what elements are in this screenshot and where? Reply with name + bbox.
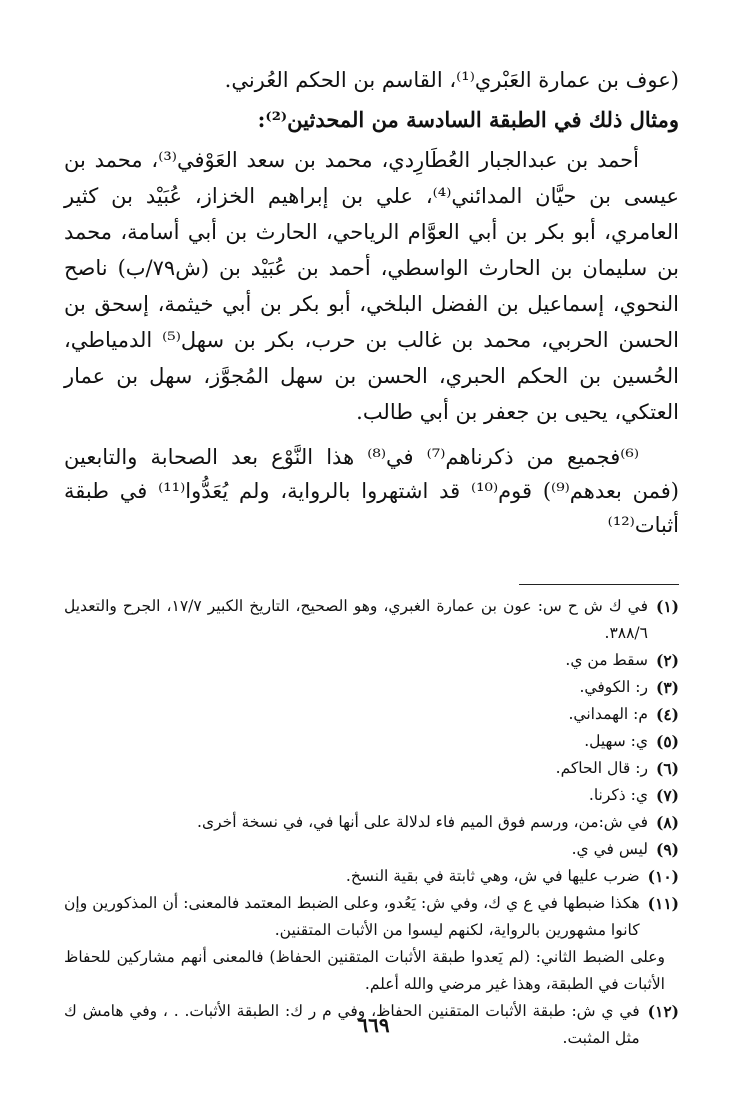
footnote-number: (٨) — [655, 813, 679, 832]
footnote-text: ر: الكوفي. — [579, 678, 648, 696]
footnote-text: في ي ش: طبقة الأثبات المتقنين الحفاظ، وفي م ر ك: الطبقة الأثبات. . ، وفي هامش ك مثل المثبت. — [64, 1002, 640, 1047]
footnote-text: ي: سهيل. — [584, 732, 648, 750]
footnote-text: م: الهمداني. — [568, 705, 648, 723]
summary-paragraph: ⁽⁶⁾فجميع من ذكرناهم⁽⁷⁾ في⁽⁸⁾ هذا النَّوْع بعد الصحابة والتابعين (فمن بعدهم⁽⁹⁾) قوم⁽¹⁰⁾ قد اشتهروا بالرواية، ولم يُعَدُّوا⁽¹¹⁾ في طبقة أثبات⁽¹²⁾ — [64, 445, 680, 537]
footnote-item — [64, 647, 679, 674]
footnote-number: (٦) — [655, 759, 679, 778]
opening-line: (عوف بن عمارة العَبْري⁽¹⁾، القاسم بن الحكم العُرني. — [224, 68, 679, 92]
footnote-number: (٢) — [655, 651, 679, 670]
footnotes — [64, 593, 679, 1052]
footnote-item — [64, 890, 679, 944]
footnote-text: في ش:من، ورسم فوق الميم فاء لدلالة على أنها في، في نسخة أخرى. — [197, 813, 648, 831]
footnote-text: ضرب عليها في ش، وهي ثابتة في بقية النسخ. — [345, 867, 640, 885]
footnote-number: (٧) — [655, 786, 679, 805]
footnote-number: (٣) — [655, 678, 679, 697]
footnote-text: ر: قال الحاكم. — [555, 759, 648, 777]
footnote-item — [64, 701, 679, 728]
footnote-divider — [519, 584, 679, 585]
footnote-item — [64, 836, 679, 863]
footnote-number: (٤) — [655, 705, 679, 724]
footnote-number: (١٠) — [647, 867, 679, 886]
footnote-item — [64, 809, 679, 836]
footnote-number: (١١) — [647, 894, 679, 913]
footnote-text: ليس في ي. — [571, 840, 648, 858]
footnote-continuation: وعلى الضبط الثاني: (لم يَعدوا طبقة الأثبات المتقنين الحفاظ) فالمعنى أنهم مشاركين للحفاظ الأثبات في الطبقة، وهذا غير مرضي والله أعلم. — [64, 948, 665, 993]
footnote-number: (٥) — [655, 732, 679, 751]
main-text — [64, 62, 679, 542]
footnote-text: في ك ش ح س: عون بن عمارة الغبري، وهو الصحيح، التاريخ الكبير ١٧/٧، الجرح والتعديل ٣٨٨/٦. — [64, 597, 648, 642]
footnote-item — [64, 782, 679, 809]
footnote-number: (٩) — [655, 840, 679, 859]
footnote-text: ي: ذكرنا. — [588, 786, 648, 804]
footnote-item — [64, 674, 679, 701]
footnote-item — [64, 728, 679, 755]
page-number: ٦٦٩ — [357, 1013, 390, 1037]
footnote-item — [64, 755, 679, 782]
footnote-text: سقط من ي. — [565, 651, 648, 669]
footnote-number: (١٢) — [647, 1002, 679, 1021]
narrators-paragraph: أحمد بن عبدالجبار العُطَارِدي، محمد بن سعد العَوْفي⁽³⁾، محمد بن عيسى بن حيَّان المدائني⁽⁴⁾، علي بن إبراهيم الخزاز، عُبَيْد بن كثير العامري، أبو بكر بن أبي العوَّام الرياحي، الحارث بن أبي أسامة، محمد بن سليمان بن الحارث الواسطي، أحمد بن عُبَيْد بن (ش٧٩/ب) ناصح النحوي، إسماعيل بن الفضل البلخي، أبو بكر بن أبي خيثمة، إسحق بن الحسن الحربي، محمد بن غالب بن حرب، بكر بن سهل⁽⁵⁾ الدمياطي، الحُسين بن الحكم الحبري، الحسن بن سهل المُجوَّز، سهل بن عمار العتكي، يحيى بن جعفر بن أبي طالب. — [64, 148, 680, 424]
footnote-item — [64, 863, 679, 890]
footnote-item — [64, 593, 679, 647]
section-heading: ومثال ذلك في الطبقة السادسة من المحدثين⁽²⁾: — [257, 107, 679, 132]
footnote-text: هكذا ضبطها في ع ي ك، وفي ش: يَعُدو، وعلى الضبط المعتمد فالمعنى: أن المذكورين وإن كانوا مشهورين بالرواية، لكنهم ليسوا من الأثبات المتقنين. — [64, 894, 640, 939]
footnote-number: (١) — [655, 597, 679, 616]
